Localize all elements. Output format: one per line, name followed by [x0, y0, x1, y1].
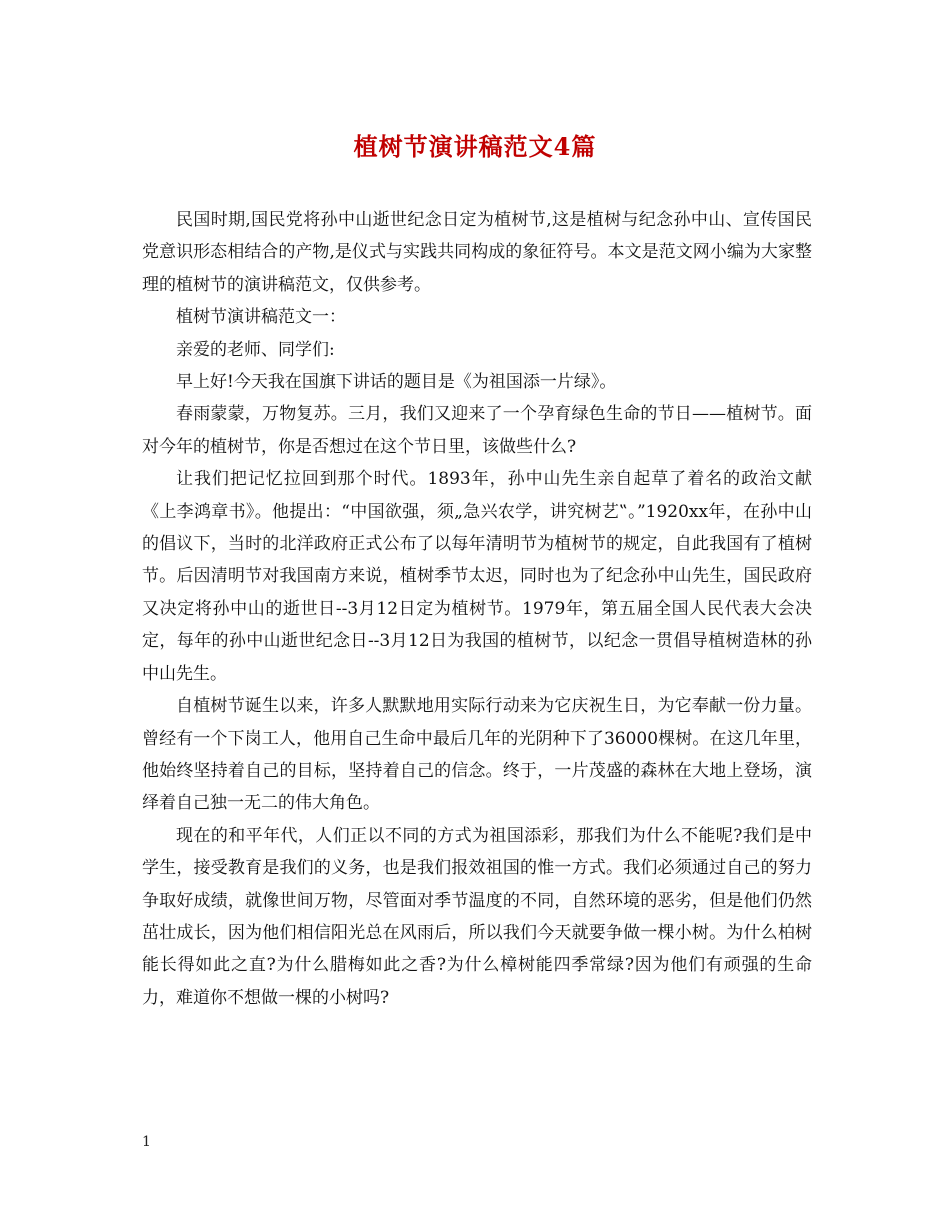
paragraph-history: 让我们把记忆拉回到那个时代。1893年，孙中山先生亲自起草了着名的政治文献《上李鸿章书》。他提出：“中国欲强，须„急兴农学，讲究树艺‟。”1920xx年，在孙中山的倡议下，当时的北洋政府正式公布了以每年清明节为植树节的规定，自此我国有了植树节。后因清明节对我国南方来说，植树季节太迟，同时也为了纪念孙中山先生，国民政府又决定将孙中山的逝世日--3月12日定为植树节。1979年，第五届全国人民代表大会决定，每年的孙中山逝世纪念日--3月12日为我国的植树节，以纪念一贯倡导植树造林的孙中山先生。	[142, 469, 812, 684]
document-body	[142, 204, 812, 1014]
paragraph-students: 现在的和平年代，人们正以不同的方式为祖国添彩，那我们为什么不能呢?我们是中学生，接受教育是我们的义务，也是我们报效祖国的惟一方式。我们必须通过自己的努力争取好成绩，就像世间万物，尽管面对季节温度的不同，自然环境的恶劣，但是他们仍然茁壮成长，因为他们相信阳光总在风雨后，所以我们今天就要争做一棵小树。为什么柏树能长得如此之直?为什么腊梅如此之香?为什么樟树能四季常绿?因为他们有顽强的生命力，难道你不想做一棵的小树吗?	[142, 825, 812, 1008]
paragraph-salutation: 亲爱的老师、同学们:	[176, 339, 335, 360]
paragraph-spring: 春雨蒙蒙，万物复苏。三月，我们又迎来了一个孕育绿色生命的节日——植树节。面对今年的植树节，你是否想过在这个节日里，该做些什么?	[142, 404, 812, 457]
paragraph-greeting: 早上好!今天我在国旗下讲话的题目是《为祖国添一片绿》。	[176, 372, 617, 393]
document-title: 植树节演讲稿范文4篇	[353, 132, 597, 161]
paragraph-intro: 民国时期,国民党将孙中山逝世纪念日定为植树节,这是植树与纪念孙中山、宣传国民党意识形态相结合的产物,是仪式与实践共同构成的象征符号。本文是范文网小编为大家整理的植树节的演讲稿范文，仅供参考。	[142, 210, 812, 295]
paragraph-worker-story: 自植树节诞生以来，许多人默默地用实际行动来为它庆祝生日，为它奉献一份力量。曾经有一个下岗工人，他用自己生命中最后几年的光阴种下了36000棵树。在这几年里，他始终坚持着自己的目标，坚持着自己的信念。终于，一片茂盛的森林在大地上登场，演绎着自己独一无二的伟大角色。	[142, 696, 812, 814]
paragraph-section-heading: 植树节演讲稿范文一：	[176, 307, 346, 328]
page-number: 1	[142, 1134, 151, 1150]
